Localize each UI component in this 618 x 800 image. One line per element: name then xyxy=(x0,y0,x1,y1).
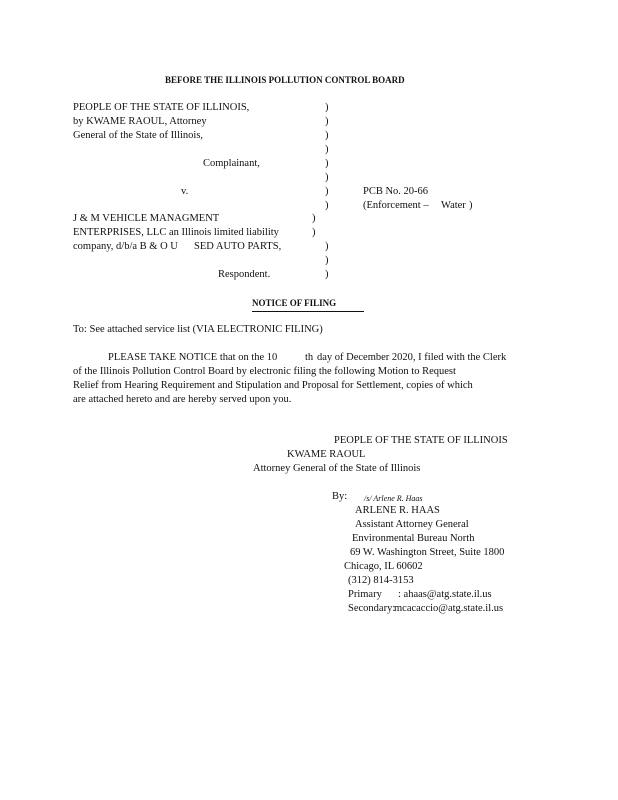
secondary-email-label: Secondary: xyxy=(348,603,396,614)
case-type-suffix: ) xyxy=(469,200,473,211)
notice-body-ordinal: th xyxy=(305,352,314,363)
board-title: BEFORE THE ILLINOIS POLLUTION CONTROL BOARD xyxy=(165,75,405,85)
electronic-signature: /s/ Arlene R. Haas xyxy=(364,494,423,503)
caption-bracket: ) xyxy=(325,102,329,113)
notice-body-part-2: day of December 2020, I filed with the Clerk xyxy=(317,352,507,363)
primary-email-label: Primary xyxy=(348,589,382,600)
caption-bracket: ) xyxy=(325,130,329,141)
defendant-line-2: ENTERPRISES, LLC an Illinois limited liability xyxy=(73,227,279,238)
signer-title: Assistant Attorney General xyxy=(355,519,469,530)
signer-bureau: Environmental Bureau North xyxy=(352,533,475,544)
respondent-label: Respondent. xyxy=(218,269,271,280)
notice-body-line-2: of the Illinois Pollution Control Board by electronic filing the following Motion to Request xyxy=(73,366,456,377)
case-type-word: Water xyxy=(441,200,466,211)
primary-email[interactable]: : ahaas@atg.state.il.us xyxy=(398,589,492,600)
notice-heading: NOTICE OF FILING xyxy=(252,297,364,312)
signer-phone: (312) 814-3153 xyxy=(348,575,414,586)
caption-bracket: ) xyxy=(312,227,316,238)
notice-body-line-4: are attached hereto and are hereby served upon you. xyxy=(73,394,292,405)
signature-ag-name: KWAME RAOUL xyxy=(287,449,366,460)
caption-bracket: ) xyxy=(325,158,329,169)
caption-bracket: ) xyxy=(325,186,329,197)
caption-bracket: ) xyxy=(325,200,329,211)
caption-bracket: ) xyxy=(325,144,329,155)
complainant-label: Complainant, xyxy=(203,158,260,169)
case-number: PCB No. 20-66 xyxy=(363,186,429,197)
secondary-email[interactable]: mcacaccio@atg.state.il.us xyxy=(394,603,504,614)
case-type-prefix: (Enforcement – xyxy=(363,200,429,211)
caption-bracket: ) xyxy=(325,241,329,252)
notice-body-part-1: PLEASE TAKE NOTICE that on the 10 xyxy=(108,352,278,363)
caption-bracket: ) xyxy=(312,213,316,224)
service-list-line: To: See attached service list (VIA ELECTRONIC FILING) xyxy=(73,324,323,335)
plaintiff-line-3: General of the State of Illinois, xyxy=(73,130,204,141)
by-label: By: xyxy=(332,491,348,502)
signer-city: Chicago, IL 60602 xyxy=(344,561,423,572)
defendant-line-4: SED AUTO PARTS, xyxy=(194,241,282,252)
signature-ag-title: Attorney General of the State of Illinois xyxy=(253,463,421,474)
defendant-line-3: company, d/b/a B & O U xyxy=(73,241,178,252)
versus-label: v. xyxy=(181,186,189,197)
caption-bracket: ) xyxy=(325,172,329,183)
caption-bracket: ) xyxy=(325,255,329,266)
signer-name: ARLENE R. HAAS xyxy=(355,505,440,516)
notice-body-line-3: Relief from Hearing Requirement and Stipulation and Proposal for Settlement, copies of which xyxy=(73,380,473,391)
caption-bracket: ) xyxy=(325,116,329,127)
plaintiff-line-2: by KWAME RAOUL, Attorney xyxy=(73,116,207,127)
plaintiff-line-1: PEOPLE OF THE STATE OF ILLINOIS, xyxy=(73,102,250,113)
caption-bracket: ) xyxy=(325,269,329,280)
signer-street: 69 W. Washington Street, Suite 1800 xyxy=(350,547,505,558)
signature-party: PEOPLE OF THE STATE OF ILLINOIS xyxy=(334,435,508,446)
defendant-line-1: J & M VEHICLE MANAGMENT xyxy=(73,213,220,224)
